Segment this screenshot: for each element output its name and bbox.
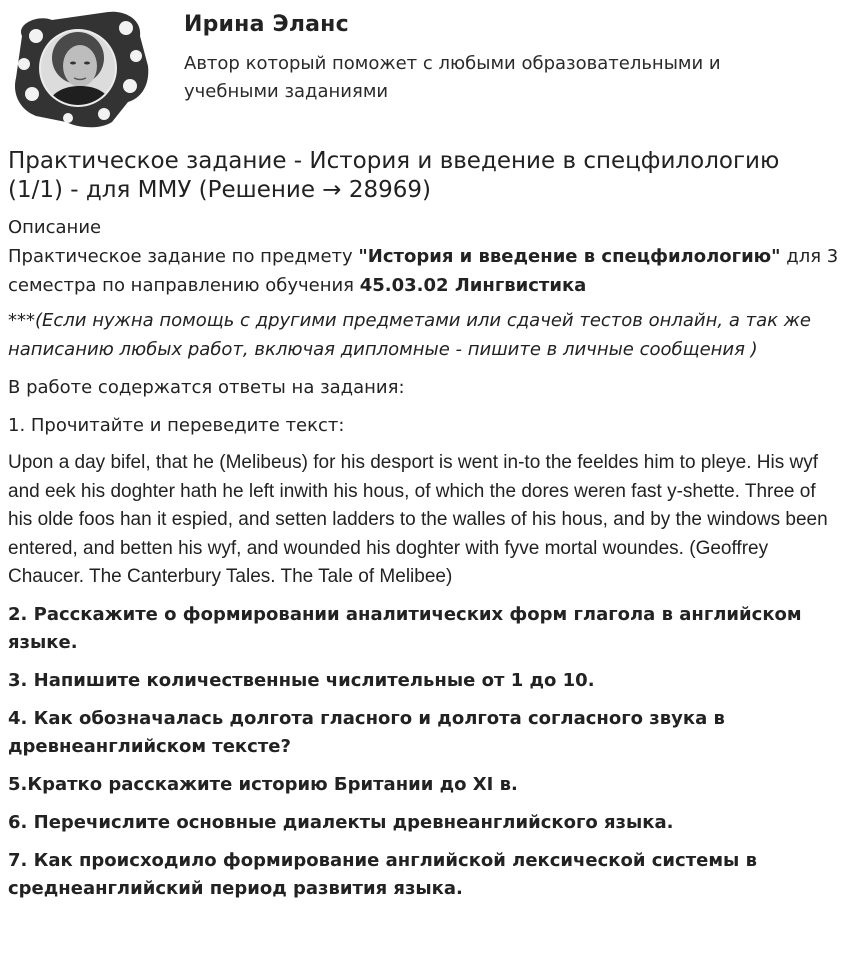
- question-4: 4. Как обозначалась долгота гласного и долгота согласного звука в древнеанглийском тексте?: [8, 707, 725, 757]
- answers-intro: В работе содержатся ответы на задания:: [8, 377, 405, 398]
- question-7: 7. Как происходило формирование английской лексической системы в среднеанглийский период развития языка.: [8, 849, 757, 899]
- intro-middle: для 3 семестра по направлению обучения: [8, 246, 839, 296]
- page-title: Практическое задание - История и введение в спецфилологию (1/1) - для ММУ (Решение → 28969): [8, 148, 780, 203]
- intro-prefix: Практическое задание по предмету: [8, 246, 359, 267]
- question-3: 3. Напишите количественные числительные от 1 до 10.: [8, 669, 595, 691]
- source-text: Upon a day bifel, that he (Melibeus) for his desport is went in-to the feeldes him to pleye. His wyf and eek his doghter hath he left inwith his hous, of which the dores weren fast y-shette. Three of his olde foos han it espied, and setten ladders to the walles of his hous, and by the windows been entered, and betten his wyf, and wounded his doghter with fyve mortal woundes. (Geoffrey Chaucer. The Canterbury Tales. The Tale of Melibee): [8, 452, 828, 587]
- avatar[interactable]: [8, 6, 152, 130]
- task-content: [8, 147, 840, 913]
- avatar-frame-image: [8, 6, 152, 130]
- author-card: [0, 0, 847, 140]
- question-2: 2. Расскажите о формировании аналитических форм глагола в английском языке.: [8, 603, 802, 653]
- question-5: 5.Кратко расскажите историю Британии до XI в.: [8, 773, 518, 795]
- task-intro: [8, 242, 840, 300]
- question-1: 1. Прочитайте и переведите текст:: [8, 415, 345, 436]
- subject-name: "История и введение в спецфилологию": [358, 246, 781, 267]
- description-label: Описание: [8, 217, 102, 238]
- program-name: 45.03.02 Лингвистика: [359, 275, 587, 296]
- help-note: ***(Если нужна помощь с другими предметами или сдачей тестов онлайн, а так же написанию любых работ, включая дипломные - пишите в личные сообщения ): [8, 310, 811, 360]
- author-name[interactable]: Ирина Эланс: [184, 12, 349, 37]
- author-description: Автор который поможет с любыми образовательными и учебными заданиями: [184, 53, 721, 102]
- question-6: 6. Перечислите основные диалекты древнеанглийского языка.: [8, 811, 674, 833]
